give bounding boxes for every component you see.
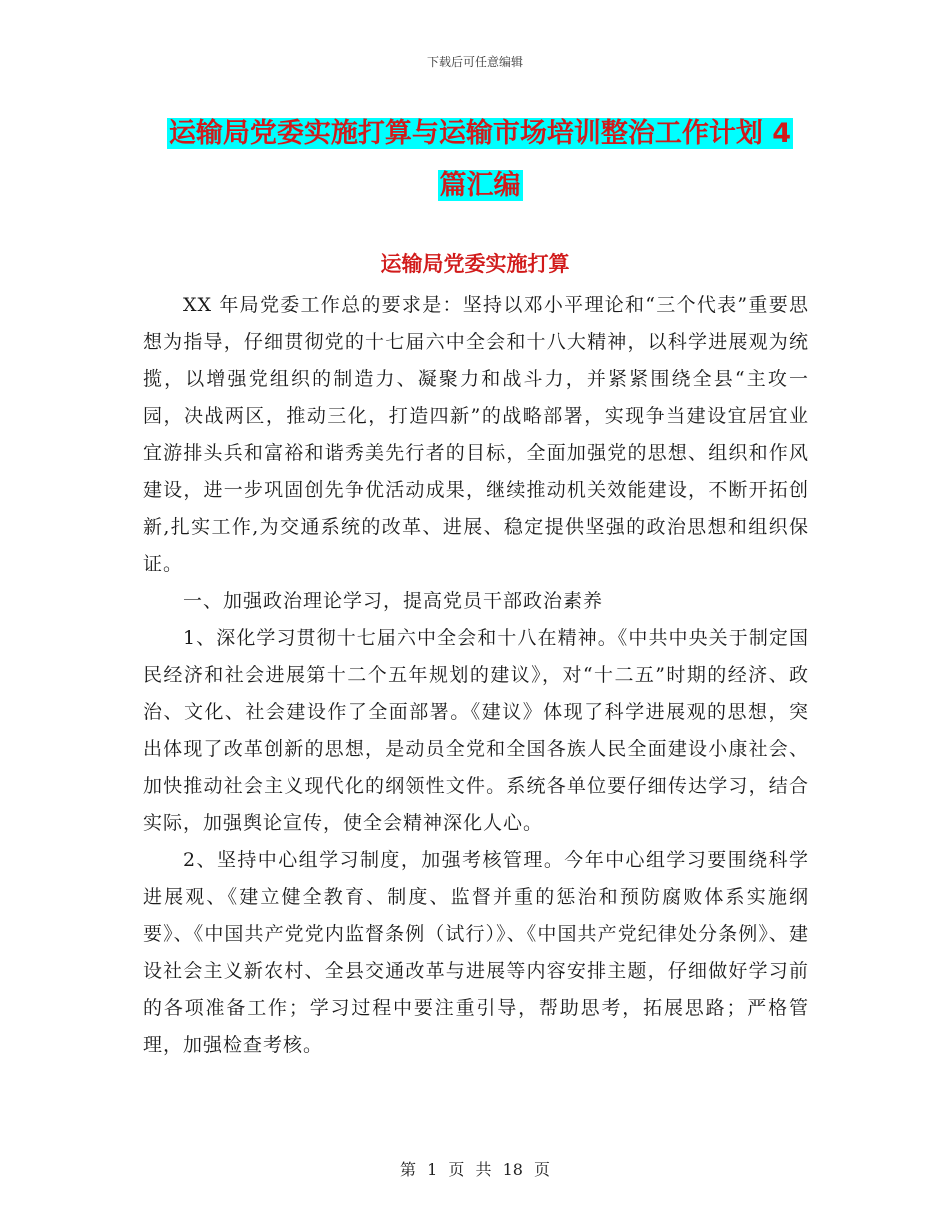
section-title: 运输局党委实施打算 xyxy=(380,252,570,276)
footer-label-ye2: 页 xyxy=(534,1160,551,1179)
paragraph: 2、坚持中心组学习制度，加强考核管理。今年中心组学习要围绕科学进展观、《建立健全教育、制度、监督并重的惩治和预防腐败体系实施纲要》、《中国共产党党内监督条例（试行）》、《中国共产党纪律处分条例》、建设社会主义新农村、全县交通改革与进展等内容安排主题，仔细做好学习前的各项准备工作；学习过程中要注重引导，帮助思考，拓展思路；严格管理，加强检查考核。 xyxy=(143,849,809,1056)
document-title-line1: 运输局党委实施打算与运输市场培训整治工作计划 4 xyxy=(168,118,792,149)
footer-label-total: 共 xyxy=(475,1160,492,1179)
footer-label-page: 第 xyxy=(399,1160,416,1179)
document-title xyxy=(140,108,820,212)
paragraph: XX 年局党委工作总的要求是：坚持以邓小平理论和“三个代表”重要思想为指导，仔细贯彻党的十七届六中全会和十八大精神，以科学进展观为统揽，以增强党组织的制造力、凝聚力和战斗力，并紧紧围绕全县“主攻一园，决战两区，推动三化，打造四新”的战略部署，实现争当建设宜居宜业宜游排头兵和富裕和谐秀美先行者的目标，全面加强党的思想、组织和作风建设，进一步巩固创先争优活动成果，继续推动机关效能建设，不断开拓创新,扎实工作,为交通系统的改革、进展、稳定提供坚强的政治思想和组织保证。 xyxy=(143,294,809,575)
footer-label-ye: 页 xyxy=(448,1160,465,1179)
paragraph: 一、加强政治理论学习，提高党员干部政治素养 xyxy=(183,590,604,612)
document-body xyxy=(143,287,809,1064)
document-title-line2: 篇汇编 xyxy=(439,170,521,201)
footer-page-number: 1 xyxy=(427,1160,438,1179)
paragraph: 1、深化学习贯彻十七届六中全会和十八在精神。《中共中央关于制定国民经济和社会进展第十二个五年规划的建议》，对“十二五”时期的经济、政治、文化、社会建设作了全面部署。《建议》体现了科学进展观的思想，突出体现了改革创新的思想，是动员全党和全国各族人民全面建设小康社会、加快推动社会主义现代化的纲领性文件。系统各单位要仔细传达学习，结合实际，加强舆论宣传，使全会精神深化人心。 xyxy=(143,627,809,834)
page-footer xyxy=(0,1157,950,1180)
footer-total-pages: 18 xyxy=(502,1160,523,1179)
header-note: 下载后可任意编辑 xyxy=(426,55,523,69)
